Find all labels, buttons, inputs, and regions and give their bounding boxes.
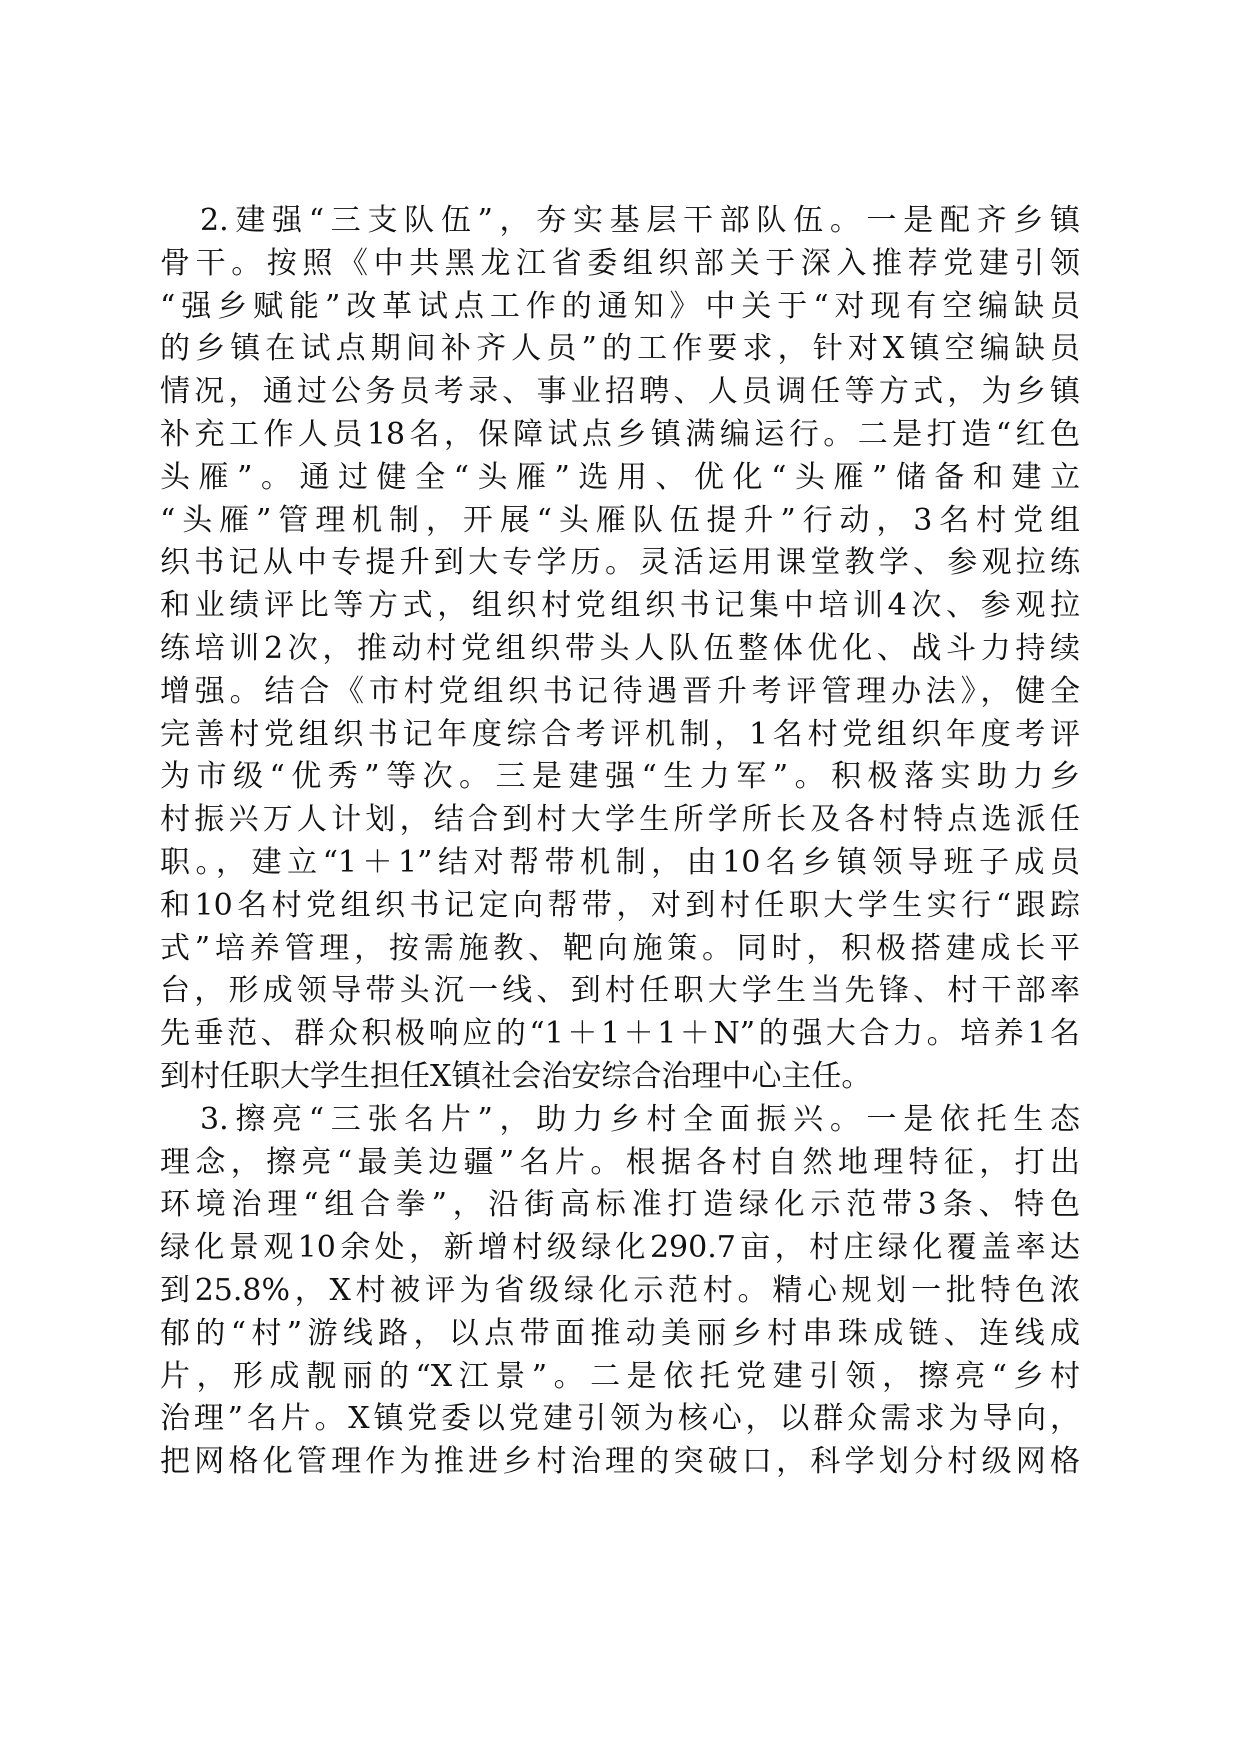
text-line: 把网格化管理作为推进乡村治理的突破口，科学划分村级网格	[160, 1444, 1080, 1480]
text-line: 头雁”。通过健全“头雁”选用、优化“头雁”储备和建立	[160, 459, 1080, 495]
text-line: 练培训2次，推动村党组织带头人队伍整体优化、战斗力持续	[160, 630, 1080, 666]
text-line: 治理”名片。X镇党委以党建引领为核心，以群众需求为导向，	[160, 1401, 1080, 1437]
text-line: 台，形成领导带头沉一线、到村任职大学生当先锋、村干部率	[160, 973, 1080, 1009]
text-line: 绿化景观10余处，新增村级绿化290.7亩，村庄绿化覆盖率达	[160, 1230, 1080, 1266]
text-line: “强乡赋能”改革试点工作的通知》中关于“对现有空编缺员	[160, 288, 1080, 324]
text-line: 理念，擦亮“最美边疆”名片。根据各村自然地理特征，打出	[160, 1144, 1080, 1180]
text-line: “头雁”管理机制，开展“头雁队伍提升”行动，3名村党组	[160, 502, 1080, 538]
text-line: 织书记从中专提升到大专学历。灵活运用课堂教学、参观拉练	[160, 545, 1080, 581]
text-line: 到25.8%，X村被评为省级绿化示范村。精心规划一批特色浓	[160, 1272, 1080, 1308]
text-line: 式”培养管理，按需施教、靶向施策。同时，积极搭建成长平	[160, 930, 1080, 966]
text-line: 到村任职大学生担任X镇社会治安综合治理中心主任。	[160, 1058, 872, 1094]
text-line: 2.建强“三支队伍”，夯实基层干部队伍。一是配齐乡镇	[200, 203, 1080, 238]
text-line: 片，形成靓丽的“X江景”。二是依托党建引领，擦亮“乡村	[160, 1358, 1080, 1394]
text-line: 的乡镇在试点期间补齐人员”的工作要求，针对X镇空编缺员	[160, 331, 1080, 367]
text-line: 增强。结合《市村党组织书记待遇晋升考评管理办法》，健全	[160, 673, 1080, 709]
text-line: 先垂范、群众积极响应的“1＋1＋1＋N”的强大合力。培养1名	[160, 1016, 1080, 1052]
document-body	[160, 200, 1080, 1484]
text-line: 骨干。按照《中共黑龙江省委组织部关于深入推荐党建引领	[160, 245, 1080, 281]
text-line: 完善村党组织书记年度综合考评机制，1名村党组织年度考评	[160, 716, 1080, 752]
text-line: 职。，建立“1＋1”结对帮带机制，由10名乡镇领导班子成员	[160, 844, 1080, 880]
text-line: 情况，通过公务员考录、事业招聘、人员调任等方式，为乡镇	[160, 374, 1080, 410]
text-line: 村振兴万人计划，结合到村大学生所学所长及各村特点选派任	[160, 802, 1080, 838]
text-line: 和10名村党组织书记定向帮带，对到村任职大学生实行“跟踪	[160, 887, 1080, 923]
text-line: 郁的“村”游线路，以点带面推动美丽乡村串珠成链、连线成	[160, 1315, 1080, 1351]
text-line: 补充工作人员18名，保障试点乡镇满编运行。二是打造“红色	[160, 416, 1080, 452]
text-line: 和业绩评比等方式，组织村党组织书记集中培训4次、参观拉	[160, 588, 1080, 624]
text-line: 环境治理“组合拳”，沿街高标准打造绿化示范带3条、特色	[160, 1187, 1080, 1223]
text-line: 为市级“优秀”等次。三是建强“生力军”。积极落实助力乡	[160, 759, 1080, 795]
text-line: 3.擦亮“三张名片”，助力乡村全面振兴。一是依托生态	[200, 1101, 1080, 1137]
